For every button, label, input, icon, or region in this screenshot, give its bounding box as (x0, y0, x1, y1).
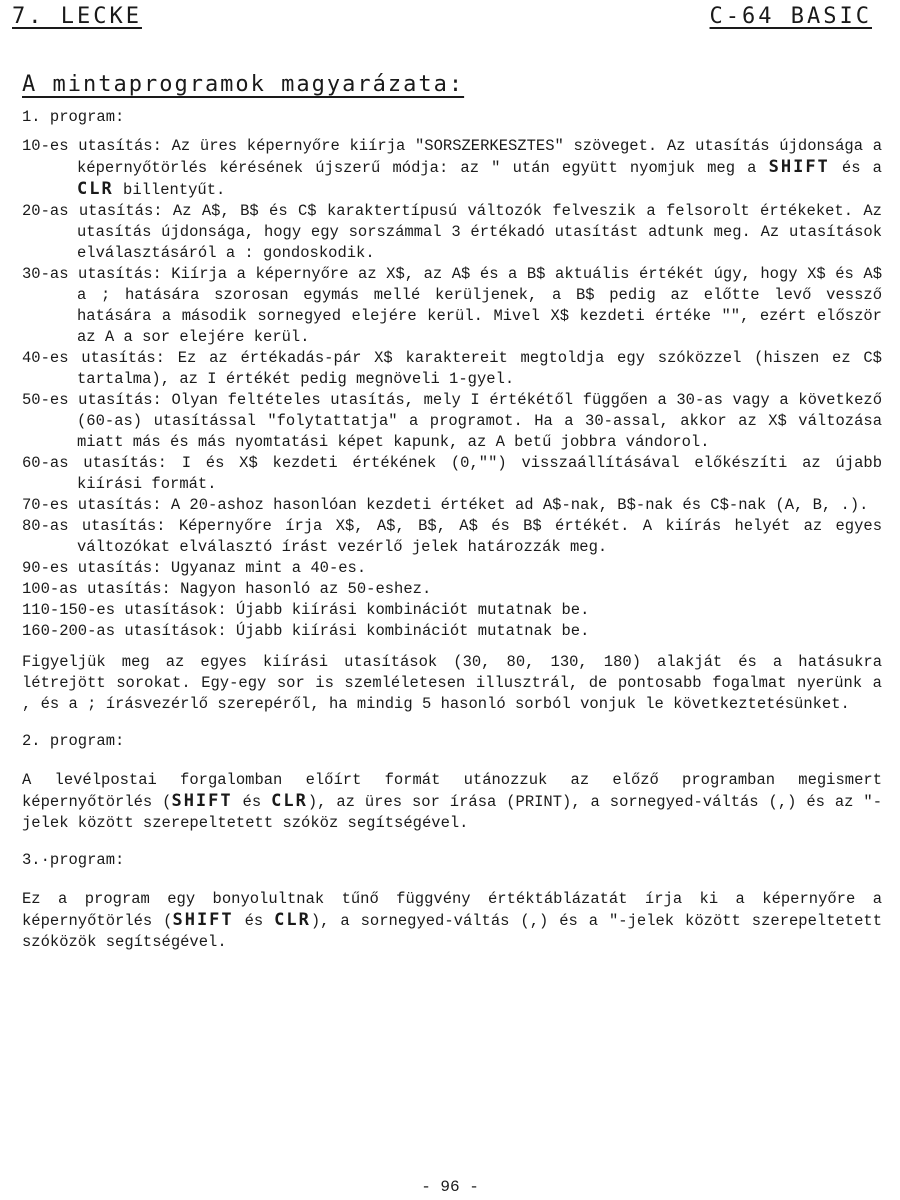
program-3-text-end: ), a sornegyed-váltás (,) és a "-jelek között szerepeltetett szóközök segítségével. (22, 912, 883, 951)
statement-10-description (22, 136, 882, 201)
statement-40-description: 40-es utasítás: Ez az értékadás-pár X$ karaktereit megtoldja egy szóközzel (hiszen ez C$ tartalma), az I értékét pedig megnöveli 1-gyel. (22, 349, 882, 388)
page-number: - 96 - (421, 1178, 479, 1196)
lesson-title: 7. LECKE (12, 4, 142, 29)
statement-50-description: 50-es utasítás: Olyan feltételes utasítás, mely I értékétől függően a 30-as vagy a következő (60-as) utasítással "folytattatja" a programot. Ha a 30-assal, akkor az X$ változása miatt más és más nyomtatási képet kapunk, az A betű jobbra vándorol. (22, 391, 882, 451)
shift-key-label: SHIFT (768, 157, 830, 177)
program-1-section (22, 107, 882, 715)
program-2-text: A levélpostai forgalomban előírt formát utánozzuk az előző programban megismert képernyőtörlés ( (22, 771, 882, 811)
clr-key-label: CLR (77, 179, 114, 199)
program-2-text-end: ), az üres sor írása (PRINT), a sornegyed-váltás (,) és az "-jelek között szerepeltetett szóköz segítségével. (22, 793, 882, 832)
statement-30-description: 30-as utasítás: Kiírja a képernyőre az X$, az A$ és a B$ aktuális értékét úgy, hogy X$ és A$ a ; hatására szorosan egymás mellé kerüljenek, a B$ pedig az előtte levő vessző hatására a második sornegyed elejére kerül. Mivel X$ kezdeti értéke "", ezért először az A a sor elejére kerül. (22, 265, 882, 346)
statement-90-description: 90-es utasítás: Ugyanaz mint a 40-es. (22, 559, 367, 577)
statement-60-description: 60-as utasítás: I és X$ kezdeti értékének (0,"") visszaállításával előkészíti az újabb kiírási formát. (22, 454, 882, 493)
book-title: C-64 BASIC (709, 4, 872, 29)
statement-20-description: 20-as utasítás: Az A$, B$ és C$ karaktertípusú változók felveszik a felsorolt értékeket. Az utasítás újdonsága, hogy egy sorszámmal 3 értékadó utasítást adtunk meg. Az utasítások elválasztásáról a : gondoskodik. (22, 202, 882, 262)
statement-110-150-description: 110-150-es utasítások: Újabb kiírási kombinációt mutatnak be. (22, 601, 590, 619)
statement-10-text: 10-es utasítás: Az üres képernyőre kiírja "SORSZERKESZTES" szöveget. Az utasítás újdonsága a képernyőtörlés kérésének újszerű módja: az " után együtt nyomjuk meg a (22, 137, 882, 177)
program-3-label: 3.·program: (22, 851, 125, 869)
statement-10-text-end: billentyűt. (113, 181, 226, 199)
section-title: A mintaprogramok magyarázata: (22, 72, 465, 97)
program-2-label: 2. program: (22, 732, 125, 750)
program-2-section (22, 731, 882, 834)
program-3-text: Ez a program egy bonyolultnak tűnő függvény értéktáblázatát írja ki a képernyőre a képernyőtörlés ( (22, 890, 882, 930)
statement-10-text-mid: és a (829, 159, 882, 177)
shift-key-label: SHIFT (171, 791, 233, 811)
page-header (12, 0, 882, 40)
program-2-text-mid: és (232, 793, 272, 811)
program-1-label: 1. program: (22, 108, 125, 126)
clr-key-label: CLR (274, 910, 311, 930)
program-2-paragraph (22, 770, 882, 834)
statement-70-description: 70-es utasítás: A 20-ashoz hasonlóan kezdeti értéket ad A$-nak, B$-nak és C$-nak (A, B, .). (22, 496, 869, 514)
program-3-section (22, 850, 882, 953)
statement-100-description: 100-as utasítás: Nagyon hasonló az 50-eshez. (22, 580, 432, 598)
program-3-text-mid: és (233, 912, 275, 930)
statement-80-description: 80-as utasítás: Képernyőre írja X$, A$, B$, A$ és B$ értékét. A kiírás helyét az egyes változókat elválasztó írást vezérlő jelek határozzák meg. (22, 517, 882, 556)
program-1-closing-paragraph: Figyeljük meg az egyes kiírási utasítások (30, 80, 130, 180) alakját és a hatásukra létrejött sorokat. Egy-egy sor is szemléletesen illusztrál, de pontosabb fogalmat nyerünk a , és a ; írásvezérlő szerepéről, ha mindig 5 hasonló sorból vonjuk le következtetésünket. (22, 653, 882, 713)
clr-key-label: CLR (271, 791, 308, 811)
statement-160-200-description: 160-200-as utasítások: Újabb kiírási kombinációt mutatnak be. (22, 622, 590, 640)
program-3-paragraph (22, 889, 882, 953)
shift-key-label: SHIFT (172, 910, 234, 930)
